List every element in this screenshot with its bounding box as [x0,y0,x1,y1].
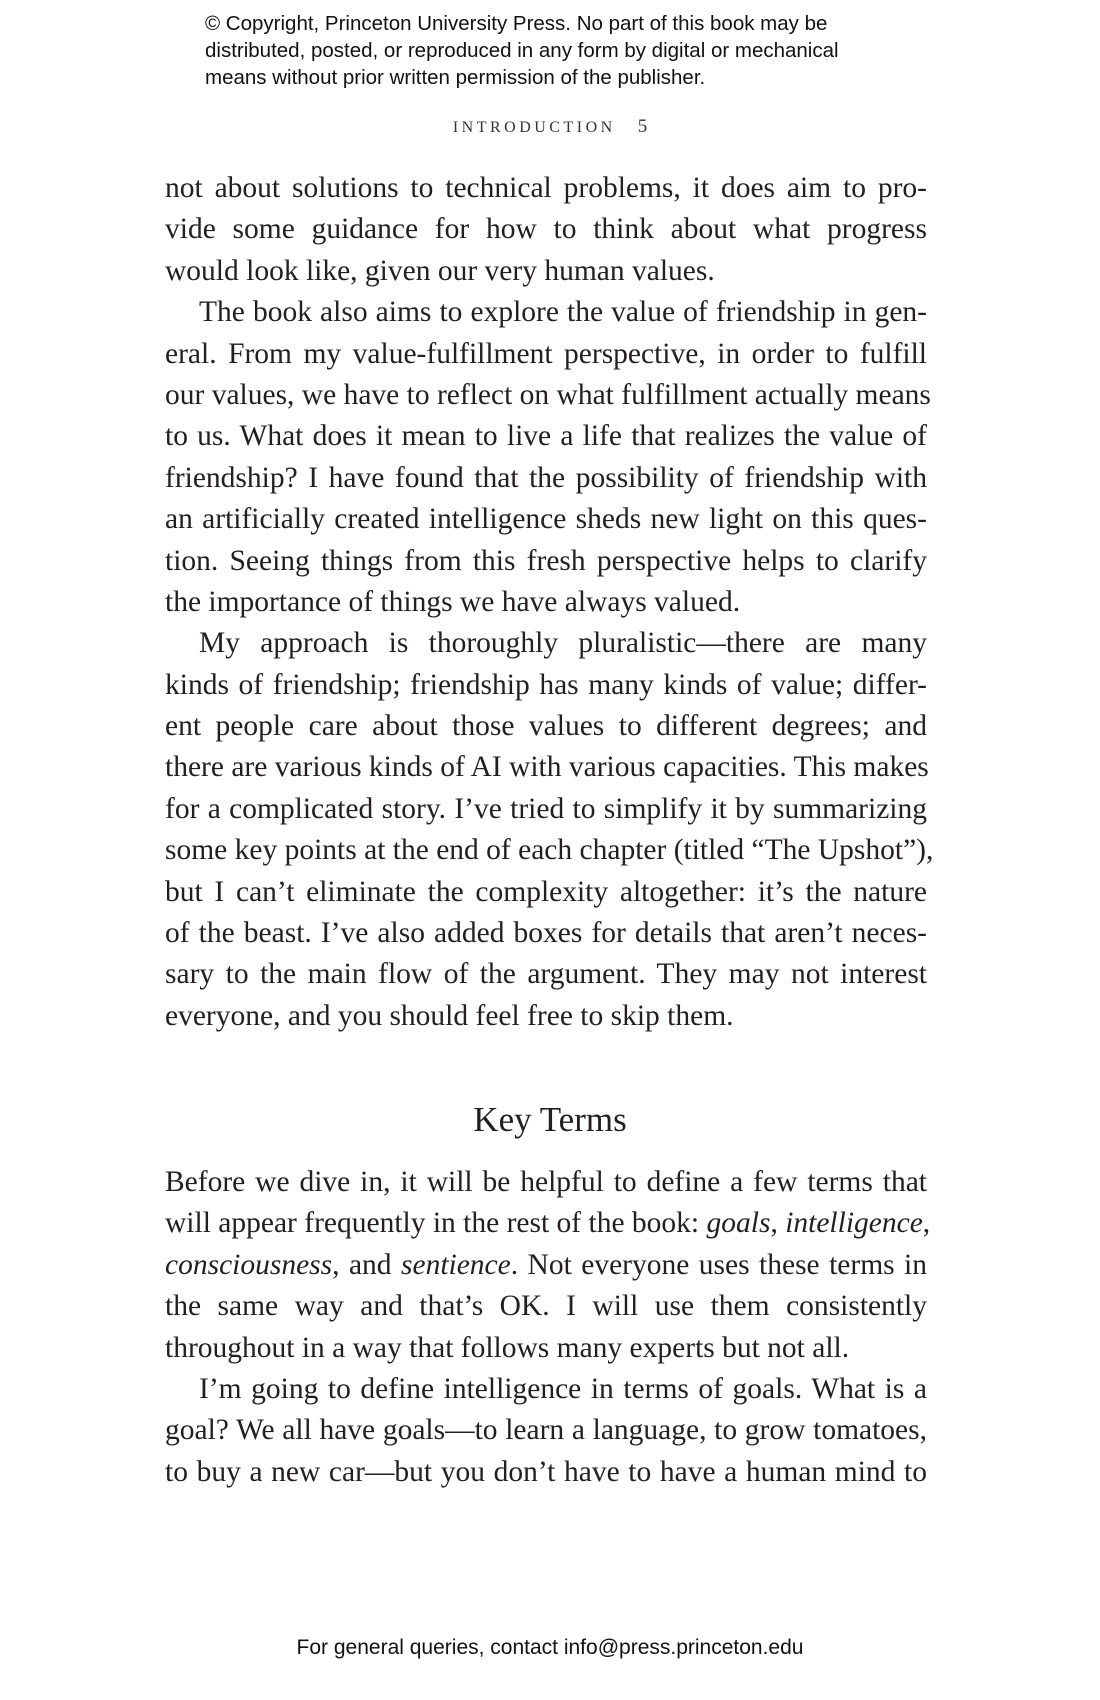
text-line: for a complicated story. I’ve tried to simplify it by summarizing [165,792,927,825]
text-line: The book also aims to explore the value of friendship in gen- [199,296,927,329]
paragraph [165,1162,931,1369]
text-line: not about solutions to technical problems, it does aim to pro- [165,172,927,204]
text-line [165,1203,931,1244]
running-title: INTRODUCTION [452,119,616,136]
term-consciousness: consciousness [165,1248,333,1281]
text-run: , and [332,1248,401,1281]
text-line: to us. What does it mean to live a life that realizes the value of [165,420,927,453]
text-line: to buy a new car—but you don’t have to have a human mind to [165,1455,927,1488]
term-intelligence: intelligence [785,1207,923,1240]
paragraph [165,623,934,1037]
text-line: ent people care about those values to different degrees; and [165,710,927,743]
section-heading: Key Terms [473,1100,627,1139]
copyright-line: distributed, posted, or reproduced in any form by digital or mechanical [205,39,839,62]
text-run: will appear frequently in the rest of the book: [165,1207,707,1240]
text-line: the same way and that’s OK. I will use them consistently [165,1290,927,1323]
copyright-notice [205,10,945,91]
copyright-line: means without prior written permission of the publisher. [205,66,706,89]
text-line: goal? We all have goals—to learn a language, to grow tomatoes, [165,1414,927,1447]
text-line: tion. Seeing things from this fresh perspective helps to clarify [165,544,927,577]
text-line: kinds of friendship; friendship has many kinds of value; differ- [165,668,927,701]
page-number: 5 [637,116,648,137]
text-line: the importance of things we have always valued. [165,585,741,618]
text-line: but I can’t eliminate the complexity altogether: it’s the nature [165,875,927,908]
term-sentience: sentience [401,1248,511,1281]
text-run: . Not everyone uses these terms in [510,1248,927,1281]
copyright-line: © Copyright, Princeton University Press. No part of this book may be [205,12,828,35]
text-line: of the beast. I’ve also added boxes for details that aren’t neces- [165,917,927,950]
body-text-key-terms [165,1162,931,1493]
running-head [0,116,1100,138]
text-line: our values, we have to reflect on what fulfillment actually means [165,378,931,411]
text-line: throughout in a way that follows many experts but not all. [165,1331,850,1364]
text-line: there are various kinds of AI with various capacities. This makes [165,751,929,784]
text-line: sary to the main flow of the argument. They may not interest [165,958,927,991]
text-line: everyone, and you should feel free to skip them. [165,999,734,1032]
text-line [165,1245,927,1286]
footer-contact: For general queries, contact info@press.princeton.edu [296,1636,804,1659]
text-run: , [922,1207,931,1240]
text-run: , [770,1207,786,1240]
paragraph [165,168,927,292]
text-line: some key points at the end of each chapter (titled “The Upshot”), [165,834,934,867]
body-text-top [165,168,934,1037]
text-line: vide some guidance for how to think about what progress [165,213,927,246]
text-line: My approach is thoroughly pluralistic—there are many [199,627,927,660]
paragraph [165,1369,927,1493]
term-goals: goals [706,1207,771,1240]
paragraph [165,292,931,623]
text-line: friendship? I have found that the possibility of friendship with [165,461,927,494]
text-line: I’m going to define intelligence in terms of goals. What is a [199,1372,927,1405]
text-line: an artificially created intelligence sheds new light on this ques- [165,503,927,536]
text-line: eral. From my value-fulfillment perspective, in order to fulfill [165,337,927,370]
text-line: would look like, given our very human values. [165,254,715,287]
text-line: Before we dive in, it will be helpful to define a few terms that [165,1166,927,1198]
